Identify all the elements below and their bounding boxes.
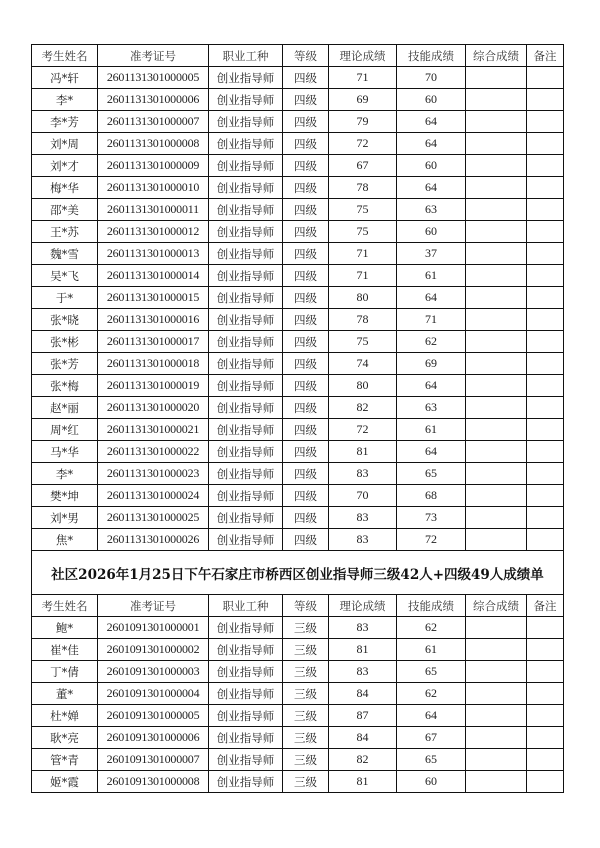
- cell-name: 张*芳: [32, 353, 98, 375]
- cell-skill: 60: [397, 155, 466, 177]
- cell-note: [527, 617, 564, 639]
- header-col-job: 职业工种: [209, 595, 283, 617]
- cell-theory: 72: [329, 133, 397, 155]
- table-row: [32, 771, 564, 793]
- cell-skill: 65: [397, 749, 466, 771]
- cell-total: [466, 353, 527, 375]
- cell-job: 创业指导师: [209, 221, 283, 243]
- table-row: [32, 199, 564, 221]
- cell-skill: 37: [397, 243, 466, 265]
- cell-job: 创业指导师: [209, 287, 283, 309]
- cell-job: 创业指导师: [209, 177, 283, 199]
- table-row: [32, 485, 564, 507]
- cell-skill: 71: [397, 309, 466, 331]
- cell-job: 创业指导师: [209, 243, 283, 265]
- cell-skill: 63: [397, 199, 466, 221]
- cell-total: [466, 639, 527, 661]
- header-col-total: 综合成绩: [466, 595, 527, 617]
- header-col-name: 考生姓名: [32, 45, 98, 67]
- cell-note: [527, 529, 564, 551]
- cell-name: 刘*才: [32, 155, 98, 177]
- cell-note: [527, 155, 564, 177]
- cell-total: [466, 155, 527, 177]
- cell-total: [466, 265, 527, 287]
- cell-theory: 75: [329, 221, 397, 243]
- cell-id: 2601131301000016: [98, 309, 209, 331]
- table-row: [32, 243, 564, 265]
- cell-skill: 64: [397, 287, 466, 309]
- cell-theory: 71: [329, 265, 397, 287]
- cell-note: [527, 331, 564, 353]
- cell-total: [466, 309, 527, 331]
- cell-level: 四级: [283, 67, 329, 89]
- cell-name: 丁*倩: [32, 661, 98, 683]
- cell-total: [466, 749, 527, 771]
- cell-note: [527, 705, 564, 727]
- cell-id: 2601131301000008: [98, 133, 209, 155]
- cell-level: 三级: [283, 661, 329, 683]
- header-col-skill: 技能成绩: [397, 45, 466, 67]
- cell-theory: 80: [329, 375, 397, 397]
- cell-id: 2601131301000023: [98, 463, 209, 485]
- cell-level: 四级: [283, 221, 329, 243]
- cell-note: [527, 397, 564, 419]
- score-sheet: [31, 44, 563, 793]
- cell-id: 2601131301000013: [98, 243, 209, 265]
- cell-total: [466, 441, 527, 463]
- cell-id: 2601131301000020: [98, 397, 209, 419]
- table-row: [32, 397, 564, 419]
- cell-total: [466, 419, 527, 441]
- table-row: [32, 617, 564, 639]
- cell-theory: 67: [329, 155, 397, 177]
- cell-job: 创业指导师: [209, 639, 283, 661]
- cell-job: 创业指导师: [209, 375, 283, 397]
- cell-level: 四级: [283, 441, 329, 463]
- cell-name: 周*红: [32, 419, 98, 441]
- cell-total: [466, 67, 527, 89]
- cell-name: 刘*男: [32, 507, 98, 529]
- cell-name: 于*: [32, 287, 98, 309]
- cell-level: 三级: [283, 749, 329, 771]
- header-col-theory: 理论成绩: [329, 595, 397, 617]
- cell-id: 2601131301000007: [98, 111, 209, 133]
- table-row: [32, 749, 564, 771]
- cell-id: 2601091301000007: [98, 749, 209, 771]
- header-col-level: 等级: [283, 595, 329, 617]
- cell-id: 2601131301000017: [98, 331, 209, 353]
- cell-job: 创业指导师: [209, 67, 283, 89]
- cell-theory: 83: [329, 529, 397, 551]
- cell-total: [466, 375, 527, 397]
- cell-theory: 81: [329, 441, 397, 463]
- cell-theory: 71: [329, 243, 397, 265]
- cell-level: 四级: [283, 463, 329, 485]
- header-col-theory: 理论成绩: [329, 45, 397, 67]
- cell-skill: 72: [397, 529, 466, 551]
- cell-job: 创业指导师: [209, 507, 283, 529]
- cell-level: 四级: [283, 419, 329, 441]
- table-row: [32, 727, 564, 749]
- cell-name: 张*梅: [32, 375, 98, 397]
- header-row: [32, 595, 564, 617]
- cell-total: [466, 485, 527, 507]
- cell-note: [527, 507, 564, 529]
- cell-note: [527, 749, 564, 771]
- cell-name: 董*: [32, 683, 98, 705]
- table-row: [32, 89, 564, 111]
- cell-note: [527, 177, 564, 199]
- cell-id: 2601131301000022: [98, 441, 209, 463]
- cell-name: 耿*亮: [32, 727, 98, 749]
- cell-total: [466, 705, 527, 727]
- cell-job: 创业指导师: [209, 89, 283, 111]
- cell-level: 四级: [283, 199, 329, 221]
- cell-name: 邵*美: [32, 199, 98, 221]
- cell-note: [527, 661, 564, 683]
- cell-level: 三级: [283, 727, 329, 749]
- cell-skill: 64: [397, 111, 466, 133]
- cell-total: [466, 397, 527, 419]
- cell-name: 冯*轩: [32, 67, 98, 89]
- table-row: [32, 507, 564, 529]
- cell-name: 崔*佳: [32, 639, 98, 661]
- section-title: 社区2026年1月25日下午石家庄市桥西区创业指导师三级42人+四级49人成绩单: [32, 551, 564, 595]
- cell-id: 2601091301000005: [98, 705, 209, 727]
- header-col-total: 综合成绩: [466, 45, 527, 67]
- cell-level: 四级: [283, 243, 329, 265]
- cell-name: 李*: [32, 89, 98, 111]
- cell-theory: 74: [329, 353, 397, 375]
- cell-total: [466, 199, 527, 221]
- cell-level: 四级: [283, 111, 329, 133]
- cell-total: [466, 683, 527, 705]
- header-row: [32, 45, 564, 67]
- cell-theory: 84: [329, 727, 397, 749]
- cell-note: [527, 111, 564, 133]
- cell-skill: 64: [397, 133, 466, 155]
- cell-total: [466, 111, 527, 133]
- cell-id: 2601131301000021: [98, 419, 209, 441]
- cell-level: 四级: [283, 265, 329, 287]
- cell-job: 创业指导师: [209, 309, 283, 331]
- cell-total: [466, 133, 527, 155]
- cell-skill: 60: [397, 89, 466, 111]
- cell-level: 四级: [283, 177, 329, 199]
- header-col-note: 备注: [527, 45, 564, 67]
- cell-job: 创业指导师: [209, 331, 283, 353]
- cell-total: [466, 221, 527, 243]
- cell-total: [466, 507, 527, 529]
- cell-job: 创业指导师: [209, 199, 283, 221]
- cell-theory: 75: [329, 199, 397, 221]
- cell-total: [466, 331, 527, 353]
- cell-total: [466, 243, 527, 265]
- cell-level: 四级: [283, 133, 329, 155]
- cell-total: [466, 727, 527, 749]
- cell-name: 李*: [32, 463, 98, 485]
- cell-id: 2601131301000010: [98, 177, 209, 199]
- cell-total: [466, 177, 527, 199]
- cell-name: 杜*婵: [32, 705, 98, 727]
- cell-id: 2601091301000008: [98, 771, 209, 793]
- cell-id: 2601131301000006: [98, 89, 209, 111]
- cell-id: 2601131301000012: [98, 221, 209, 243]
- cell-theory: 70: [329, 485, 397, 507]
- cell-id: 2601131301000026: [98, 529, 209, 551]
- cell-skill: 63: [397, 397, 466, 419]
- cell-skill: 68: [397, 485, 466, 507]
- cell-theory: 82: [329, 749, 397, 771]
- cell-skill: 61: [397, 265, 466, 287]
- cell-note: [527, 287, 564, 309]
- cell-total: [466, 463, 527, 485]
- table-row: [32, 309, 564, 331]
- cell-note: [527, 309, 564, 331]
- cell-theory: 84: [329, 683, 397, 705]
- cell-name: 李*芳: [32, 111, 98, 133]
- cell-name: 姬*霞: [32, 771, 98, 793]
- cell-note: [527, 243, 564, 265]
- cell-level: 三级: [283, 683, 329, 705]
- cell-skill: 69: [397, 353, 466, 375]
- cell-id: 2601131301000005: [98, 67, 209, 89]
- header-col-job: 职业工种: [209, 45, 283, 67]
- cell-name: 魏*雪: [32, 243, 98, 265]
- cell-level: 四级: [283, 89, 329, 111]
- cell-job: 创业指导师: [209, 485, 283, 507]
- cell-note: [527, 463, 564, 485]
- table-row: [32, 683, 564, 705]
- table-row: [32, 463, 564, 485]
- cell-level: 四级: [283, 353, 329, 375]
- table-row: [32, 353, 564, 375]
- cell-theory: 72: [329, 419, 397, 441]
- cell-id: 2601091301000002: [98, 639, 209, 661]
- table-row: [32, 287, 564, 309]
- cell-theory: 78: [329, 309, 397, 331]
- table-row: [32, 331, 564, 353]
- cell-skill: 62: [397, 683, 466, 705]
- cell-id: 2601131301000019: [98, 375, 209, 397]
- cell-id: 2601131301000024: [98, 485, 209, 507]
- cell-skill: 67: [397, 727, 466, 749]
- header-col-level: 等级: [283, 45, 329, 67]
- cell-total: [466, 617, 527, 639]
- cell-job: 创业指导师: [209, 463, 283, 485]
- cell-theory: 71: [329, 67, 397, 89]
- cell-theory: 82: [329, 397, 397, 419]
- table-row: [32, 133, 564, 155]
- section2-title-block: [32, 551, 564, 617]
- cell-job: 创业指导师: [209, 111, 283, 133]
- cell-job: 创业指导师: [209, 441, 283, 463]
- cell-total: [466, 89, 527, 111]
- cell-id: 2601131301000015: [98, 287, 209, 309]
- cell-level: 三级: [283, 705, 329, 727]
- cell-theory: 81: [329, 639, 397, 661]
- table-row: [32, 419, 564, 441]
- header-col-name: 考生姓名: [32, 595, 98, 617]
- cell-level: 三级: [283, 771, 329, 793]
- cell-level: 四级: [283, 375, 329, 397]
- cell-skill: 61: [397, 639, 466, 661]
- table-row: [32, 111, 564, 133]
- cell-total: [466, 287, 527, 309]
- cell-total: [466, 529, 527, 551]
- cell-job: 创业指导师: [209, 397, 283, 419]
- cell-skill: 62: [397, 617, 466, 639]
- header-col-skill: 技能成绩: [397, 595, 466, 617]
- cell-skill: 70: [397, 67, 466, 89]
- cell-id: 2601131301000018: [98, 353, 209, 375]
- cell-skill: 64: [397, 375, 466, 397]
- table-row: [32, 529, 564, 551]
- cell-note: [527, 265, 564, 287]
- cell-name: 吴*飞: [32, 265, 98, 287]
- cell-note: [527, 771, 564, 793]
- cell-name: 马*华: [32, 441, 98, 463]
- cell-skill: 64: [397, 441, 466, 463]
- cell-total: [466, 661, 527, 683]
- cell-id: 2601131301000011: [98, 199, 209, 221]
- cell-name: 王*苏: [32, 221, 98, 243]
- cell-skill: 62: [397, 331, 466, 353]
- table-row: [32, 155, 564, 177]
- table-row: [32, 661, 564, 683]
- header-col-exam-id: 准考证号: [98, 45, 209, 67]
- cell-total: [466, 771, 527, 793]
- table-row: [32, 177, 564, 199]
- cell-theory: 83: [329, 661, 397, 683]
- cell-note: [527, 67, 564, 89]
- cell-theory: 81: [329, 771, 397, 793]
- cell-job: 创业指导师: [209, 617, 283, 639]
- cell-job: 创业指导师: [209, 771, 283, 793]
- cell-level: 四级: [283, 155, 329, 177]
- cell-name: 赵*丽: [32, 397, 98, 419]
- cell-theory: 83: [329, 463, 397, 485]
- cell-theory: 83: [329, 507, 397, 529]
- cell-skill: 60: [397, 221, 466, 243]
- cell-skill: 64: [397, 705, 466, 727]
- cell-id: 2601131301000025: [98, 507, 209, 529]
- cell-note: [527, 133, 564, 155]
- table-row: [32, 265, 564, 287]
- cell-note: [527, 221, 564, 243]
- table-row: [32, 67, 564, 89]
- cell-skill: 73: [397, 507, 466, 529]
- cell-name: 樊*坤: [32, 485, 98, 507]
- cell-theory: 75: [329, 331, 397, 353]
- cell-level: 四级: [283, 485, 329, 507]
- cell-job: 创业指导师: [209, 661, 283, 683]
- cell-id: 2601091301000006: [98, 727, 209, 749]
- header-col-note: 备注: [527, 595, 564, 617]
- cell-name: 张*彬: [32, 331, 98, 353]
- cell-note: [527, 639, 564, 661]
- section2-body: [32, 617, 564, 793]
- cell-job: 创业指导师: [209, 133, 283, 155]
- cell-level: 四级: [283, 309, 329, 331]
- cell-job: 创业指导师: [209, 529, 283, 551]
- section-title-row: [32, 551, 564, 595]
- cell-note: [527, 441, 564, 463]
- cell-note: [527, 353, 564, 375]
- cell-job: 创业指导师: [209, 749, 283, 771]
- cell-skill: 65: [397, 661, 466, 683]
- cell-level: 四级: [283, 287, 329, 309]
- cell-name: 管*青: [32, 749, 98, 771]
- cell-id: 2601091301000001: [98, 617, 209, 639]
- cell-theory: 79: [329, 111, 397, 133]
- cell-theory: 80: [329, 287, 397, 309]
- cell-name: 张*晓: [32, 309, 98, 331]
- cell-job: 创业指导师: [209, 155, 283, 177]
- cell-level: 四级: [283, 529, 329, 551]
- cell-name: 鲍*: [32, 617, 98, 639]
- cell-skill: 65: [397, 463, 466, 485]
- cell-note: [527, 485, 564, 507]
- cell-job: 创业指导师: [209, 727, 283, 749]
- cell-job: 创业指导师: [209, 353, 283, 375]
- cell-job: 创业指导师: [209, 265, 283, 287]
- cell-theory: 87: [329, 705, 397, 727]
- cell-theory: 78: [329, 177, 397, 199]
- cell-theory: 83: [329, 617, 397, 639]
- header-col-exam-id: 准考证号: [98, 595, 209, 617]
- cell-name: 刘*周: [32, 133, 98, 155]
- cell-job: 创业指导师: [209, 419, 283, 441]
- cell-note: [527, 89, 564, 111]
- section1-body: [32, 67, 564, 551]
- table-row: [32, 375, 564, 397]
- cell-id: 2601091301000004: [98, 683, 209, 705]
- score-table: [31, 44, 564, 793]
- cell-note: [527, 375, 564, 397]
- cell-theory: 69: [329, 89, 397, 111]
- cell-skill: 64: [397, 177, 466, 199]
- cell-level: 四级: [283, 397, 329, 419]
- cell-id: 2601131301000014: [98, 265, 209, 287]
- table-row: [32, 705, 564, 727]
- table-row: [32, 639, 564, 661]
- cell-note: [527, 683, 564, 705]
- cell-skill: 60: [397, 771, 466, 793]
- cell-level: 三级: [283, 617, 329, 639]
- cell-id: 2601091301000003: [98, 661, 209, 683]
- cell-level: 四级: [283, 331, 329, 353]
- cell-level: 四级: [283, 507, 329, 529]
- cell-level: 三级: [283, 639, 329, 661]
- cell-note: [527, 199, 564, 221]
- cell-note: [527, 419, 564, 441]
- cell-id: 2601131301000009: [98, 155, 209, 177]
- cell-note: [527, 727, 564, 749]
- table-row: [32, 221, 564, 243]
- cell-job: 创业指导师: [209, 683, 283, 705]
- cell-job: 创业指导师: [209, 705, 283, 727]
- cell-name: 梅*华: [32, 177, 98, 199]
- cell-skill: 61: [397, 419, 466, 441]
- table-row: [32, 441, 564, 463]
- cell-name: 焦*: [32, 529, 98, 551]
